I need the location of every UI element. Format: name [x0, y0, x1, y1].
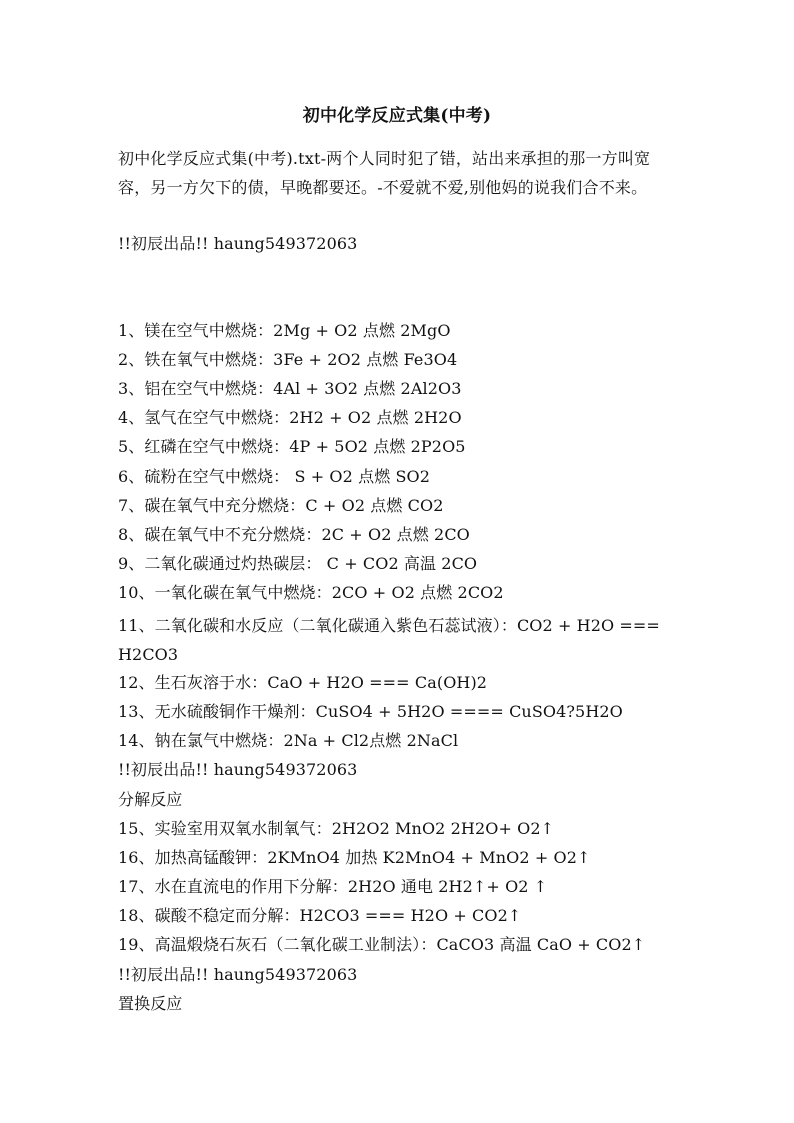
reaction-line: 11、二氧化碳和水反应（二氧化碳通入紫色石蕊试液）：CO2 + H2O === H2CO3	[118, 616, 660, 664]
reaction-line: 9、二氧化碳通过灼热碳层： C + CO2 高温 2CO	[118, 554, 478, 573]
reaction-line: 12、生石灰溶于水：CaO + H2O === Ca(OH)2	[118, 673, 488, 692]
section-heading: 置换反应	[118, 994, 183, 1013]
reaction-line: 6、硫粉在空气中燃烧： S + O2 点燃 SO2	[118, 467, 431, 486]
reaction-line: 10、一氧化碳在氧气中燃烧：2CO + O2 点燃 2CO2	[118, 583, 504, 602]
document-title: 初中化学反应式集(中考)	[302, 106, 492, 126]
reaction-line: 3、铝在空气中燃烧：4Al + 3O2 点燃 2Al2O3	[118, 379, 462, 398]
reaction-line: 14、钠在氯气中燃烧：2Na + Cl2点燃 2NaCl	[118, 731, 459, 750]
reaction-line: 5、红磷在空气中燃烧：4P + 5O2 点燃 2P2O5	[118, 437, 466, 456]
reaction-line: 15、实验室用双氧水制氧气：2H2O2 MnO2 2H2O+ O2↑	[118, 819, 555, 838]
section-heading: 分解反应	[118, 790, 183, 809]
reaction-line: 13、无水硫酸铜作干燥剂：CuSO4 + 5H2O ==== CuSO4?5H2O	[118, 702, 623, 721]
reaction-line: 8、碳在氧气中不充分燃烧：2C + O2 点燃 2CO	[118, 525, 470, 544]
reaction-line: 17、水在直流电的作用下分解：2H2O 通电 2H2↑+ O2 ↑	[118, 877, 548, 896]
reaction-line: 2、铁在氧气中燃烧：3Fe + 2O2 点燃 Fe3O4	[118, 350, 458, 369]
intro-paragraph: 初中化学反应式集(中考).txt-两个人同时犯了错，站出来承担的那一方叫宽容，另一方欠下的债，早晚都要还。-不爱就不爱,别他妈的说我们合不来。	[118, 149, 651, 197]
signature-line: !!初辰出品!! haung549372063	[118, 234, 358, 253]
signature-line: !!初辰出品!! haung549372063	[118, 965, 358, 984]
reaction-line: 7、碳在氧气中充分燃烧：C + O2 点燃 CO2	[118, 496, 444, 515]
reaction-line: 18、碳酸不稳定而分解：H2CO3 === H2O + CO2↑	[118, 906, 522, 925]
reaction-line: 4、氢气在空气中燃烧：2H2 + O2 点燃 2H2O	[118, 408, 462, 427]
reaction-line: 16、加热高锰酸钾：2KMnO4 加热 K2MnO4 + MnO2 + O2↑	[118, 848, 591, 867]
reaction-line: 1、镁在空气中燃烧：2Mg + O2 点燃 2MgO	[118, 321, 451, 340]
signature-line: !!初辰出品!! haung549372063	[118, 760, 358, 779]
reaction-line: 19、高温煅烧石灰石（二氧化碳工业制法）：CaCO3 高温 CaO + CO2↑	[118, 935, 646, 954]
